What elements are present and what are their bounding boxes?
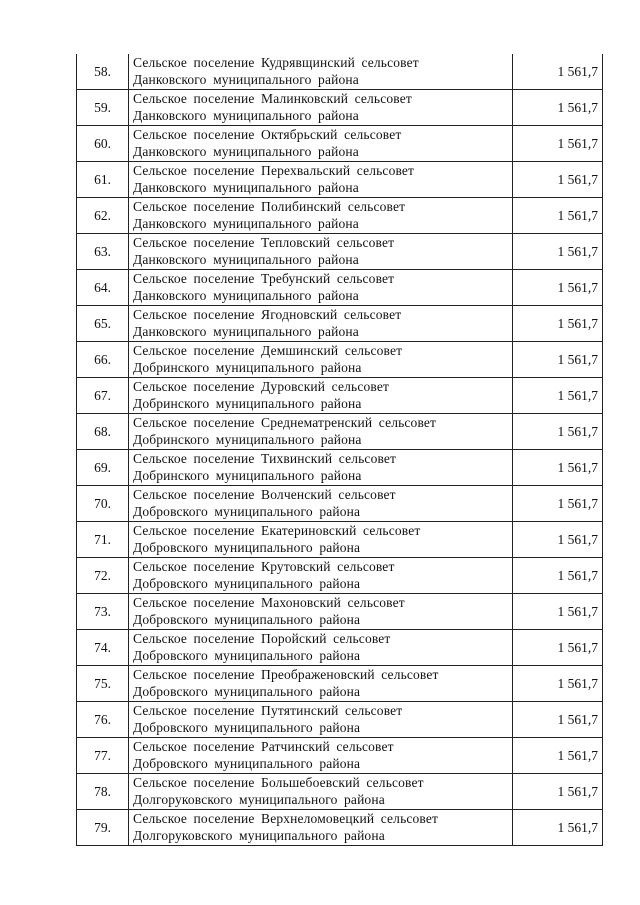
- amount-value: 1 561,7: [513, 198, 603, 234]
- row-number: 62.: [77, 198, 129, 234]
- settlement-name-line1: Сельское поселение Крутовский сельсовет: [133, 559, 395, 574]
- settlement-name-line2: Данковского муниципального района: [133, 288, 359, 303]
- settlement-name: [129, 738, 513, 774]
- settlement-name: [129, 378, 513, 414]
- settlement-name-line2: Добровского муниципального района: [133, 540, 361, 555]
- row-number: 67.: [77, 378, 129, 414]
- table-row: [77, 774, 603, 810]
- amount-value: 1 561,7: [513, 270, 603, 306]
- settlement-name-line1: Сельское поселение Требунский сельсовет: [133, 271, 395, 286]
- row-number: 70.: [77, 486, 129, 522]
- row-number: 63.: [77, 234, 129, 270]
- amount-value: 1 561,7: [513, 342, 603, 378]
- table-row: [77, 90, 603, 126]
- table-row: [77, 234, 603, 270]
- table-row: [77, 738, 603, 774]
- amount-value: 1 561,7: [513, 414, 603, 450]
- settlement-name-line2: Добринского муниципального района: [133, 432, 362, 447]
- settlement-name-line1: Сельское поселение Ягодновский сельсовет: [133, 307, 402, 322]
- amount-value: 1 561,7: [513, 702, 603, 738]
- document-page: [76, 54, 598, 846]
- settlement-name-line2: Добринского муниципального района: [133, 396, 362, 411]
- settlement-name-line1: Сельское поселение Тихвинский сельсовет: [133, 451, 397, 466]
- table-body: [77, 54, 603, 846]
- settlement-name-line1: Сельское поселение Малинковский сельсовет: [133, 91, 412, 106]
- settlement-name-line1: Сельское поселение Большебоевский сельсовет: [133, 775, 424, 790]
- table-row: [77, 198, 603, 234]
- table-row: [77, 414, 603, 450]
- settlement-name: [129, 774, 513, 810]
- amount-value: 1 561,7: [513, 810, 603, 846]
- settlement-name-line1: Сельское поселение Махоновский сельсовет: [133, 595, 405, 610]
- settlement-name-line1: Сельское поселение Демшинский сельсовет: [133, 343, 403, 358]
- amount-value: 1 561,7: [513, 738, 603, 774]
- settlement-name-line1: Сельское поселение Полибинский сельсовет: [133, 199, 406, 214]
- settlement-name-line2: Добринского муниципального района: [133, 360, 362, 375]
- settlement-name-line1: Сельское поселение Ратчинский сельсовет: [133, 739, 394, 754]
- settlement-name: [129, 702, 513, 738]
- amount-value: 1 561,7: [513, 306, 603, 342]
- settlement-name: [129, 558, 513, 594]
- amount-value: 1 561,7: [513, 378, 603, 414]
- table-row: [77, 270, 603, 306]
- row-number: 72.: [77, 558, 129, 594]
- table-row: [77, 486, 603, 522]
- amount-value: 1 561,7: [513, 774, 603, 810]
- row-number: 65.: [77, 306, 129, 342]
- table-row: [77, 342, 603, 378]
- settlement-name-line1: Сельское поселение Волченский сельсовет: [133, 487, 396, 502]
- amount-value: 1 561,7: [513, 666, 603, 702]
- row-number: 79.: [77, 810, 129, 846]
- settlement-name-line2: Долгоруковского муниципального района: [133, 792, 385, 807]
- settlement-name-line1: Сельское поселение Екатериновский сельсовет: [133, 523, 421, 538]
- table-row: [77, 522, 603, 558]
- settlement-name-line2: Добровского муниципального района: [133, 612, 361, 627]
- row-number: 66.: [77, 342, 129, 378]
- settlement-name-line2: Данковского муниципального района: [133, 252, 359, 267]
- amount-value: 1 561,7: [513, 54, 603, 90]
- table-row: [77, 702, 603, 738]
- table-row: [77, 162, 603, 198]
- row-number: 71.: [77, 522, 129, 558]
- settlement-name: [129, 594, 513, 630]
- amount-value: 1 561,7: [513, 630, 603, 666]
- settlement-name: [129, 342, 513, 378]
- allocation-table: [76, 54, 603, 846]
- row-number: 61.: [77, 162, 129, 198]
- settlement-name: [129, 162, 513, 198]
- settlement-name: [129, 270, 513, 306]
- row-number: 75.: [77, 666, 129, 702]
- amount-value: 1 561,7: [513, 594, 603, 630]
- settlement-name-line2: Данковского муниципального района: [133, 216, 359, 231]
- settlement-name-line2: Добринского муниципального района: [133, 468, 362, 483]
- table-row: [77, 810, 603, 846]
- amount-value: 1 561,7: [513, 162, 603, 198]
- settlement-name: [129, 234, 513, 270]
- settlement-name-line1: Сельское поселение Преображеновский сельсовет: [133, 667, 439, 682]
- settlement-name-line2: Данковского муниципального района: [133, 144, 359, 159]
- table-row: [77, 450, 603, 486]
- row-number: 76.: [77, 702, 129, 738]
- settlement-name-line1: Сельское поселение Октябрьский сельсовет: [133, 127, 402, 142]
- settlement-name-line1: Сельское поселение Среднематренский сельсовет: [133, 415, 437, 430]
- amount-value: 1 561,7: [513, 558, 603, 594]
- table-row: [77, 594, 603, 630]
- settlement-name-line2: Добровского муниципального района: [133, 576, 361, 591]
- settlement-name-line2: Добровского муниципального района: [133, 720, 361, 735]
- settlement-name: [129, 450, 513, 486]
- settlement-name-line2: Добровского муниципального района: [133, 684, 361, 699]
- table-row: [77, 54, 603, 90]
- settlement-name: [129, 414, 513, 450]
- amount-value: 1 561,7: [513, 486, 603, 522]
- settlement-name-line1: Сельское поселение Перехвальский сельсовет: [133, 163, 415, 178]
- table-row: [77, 666, 603, 702]
- settlement-name-line2: Данковского муниципального района: [133, 72, 359, 87]
- amount-value: 1 561,7: [513, 522, 603, 558]
- table-row: [77, 558, 603, 594]
- settlement-name-line1: Сельское поселение Тепловский сельсовет: [133, 235, 395, 250]
- settlement-name-line2: Добровского муниципального района: [133, 504, 361, 519]
- amount-value: 1 561,7: [513, 126, 603, 162]
- settlement-name-line2: Долгоруковского муниципального района: [133, 828, 385, 843]
- settlement-name-line2: Добровского муниципального района: [133, 756, 361, 771]
- settlement-name: [129, 90, 513, 126]
- settlement-name-line2: Данковского муниципального района: [133, 324, 359, 339]
- settlement-name: [129, 306, 513, 342]
- row-number: 78.: [77, 774, 129, 810]
- row-number: 58.: [77, 54, 129, 90]
- settlement-name: [129, 54, 513, 90]
- row-number: 74.: [77, 630, 129, 666]
- amount-value: 1 561,7: [513, 234, 603, 270]
- table-row: [77, 630, 603, 666]
- table-row: [77, 378, 603, 414]
- settlement-name: [129, 486, 513, 522]
- row-number: 59.: [77, 90, 129, 126]
- settlement-name-line2: Данковского муниципального района: [133, 180, 359, 195]
- settlement-name: [129, 630, 513, 666]
- settlement-name-line2: Данковского муниципального района: [133, 108, 359, 123]
- amount-value: 1 561,7: [513, 90, 603, 126]
- row-number: 73.: [77, 594, 129, 630]
- settlement-name: [129, 666, 513, 702]
- settlement-name: [129, 810, 513, 846]
- settlement-name: [129, 126, 513, 162]
- row-number: 64.: [77, 270, 129, 306]
- table-row: [77, 126, 603, 162]
- settlement-name: [129, 522, 513, 558]
- table-row: [77, 306, 603, 342]
- settlement-name-line1: Сельское поселение Кудрявщинский сельсовет: [133, 55, 419, 70]
- settlement-name-line1: Сельское поселение Поройский сельсовет: [133, 631, 391, 646]
- row-number: 68.: [77, 414, 129, 450]
- settlement-name: [129, 198, 513, 234]
- settlement-name-line1: Сельское поселение Дуровский сельсовет: [133, 379, 390, 394]
- row-number: 60.: [77, 126, 129, 162]
- row-number: 77.: [77, 738, 129, 774]
- settlement-name-line1: Сельское поселение Верхнеломовецкий сельсовет: [133, 811, 439, 826]
- amount-value: 1 561,7: [513, 450, 603, 486]
- settlement-name-line2: Добровского муниципального района: [133, 648, 361, 663]
- row-number: 69.: [77, 450, 129, 486]
- settlement-name-line1: Сельское поселение Путятинский сельсовет: [133, 703, 403, 718]
